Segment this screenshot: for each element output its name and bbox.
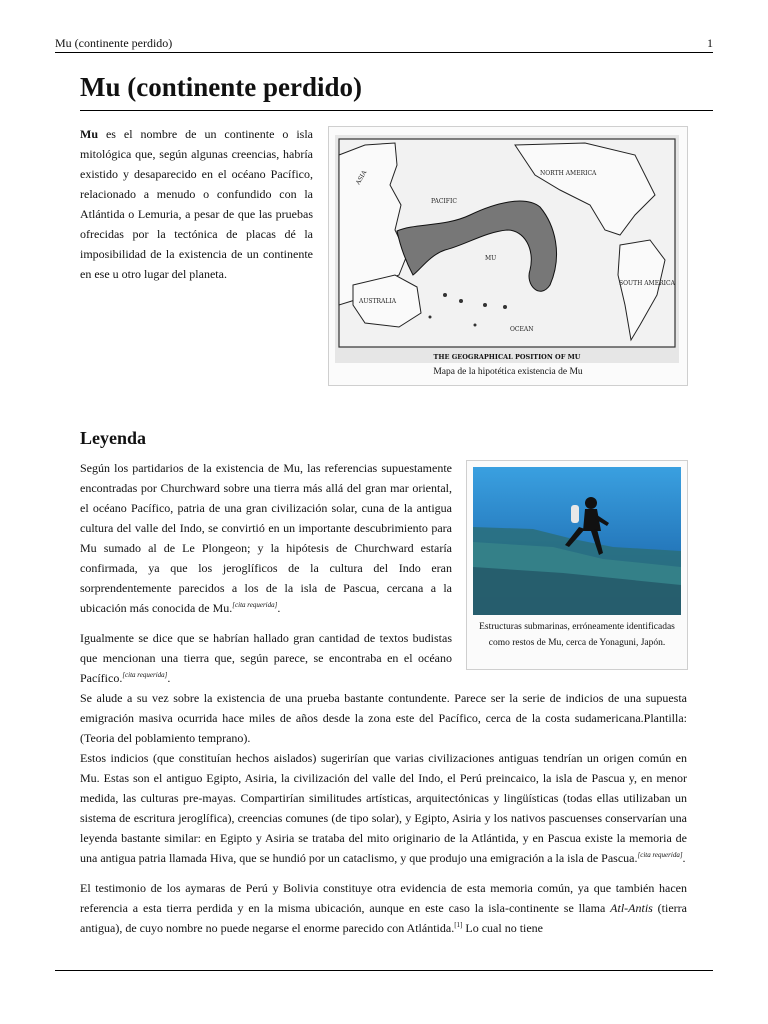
diver-figure bbox=[466, 460, 688, 670]
map-label-north-america: NORTH AMERICA bbox=[540, 170, 597, 177]
leyenda-paragraph-2 bbox=[80, 628, 452, 688]
leyenda-p1-end: . bbox=[277, 601, 281, 615]
leyenda-paragraph-5 bbox=[80, 878, 687, 938]
section-heading-leyenda: Leyenda bbox=[80, 428, 147, 448]
intro-bold-term: Mu bbox=[80, 127, 98, 141]
article-title: Mu (continente perdido) bbox=[80, 72, 362, 102]
intro-text: es el nombre de un continente o isla mitológica que, según algunas creencias, habría existido y desaparecido en el océano Pacífico, relacionado a menudo o confundido con la Atlántida o Lemuria, a pesar de que las pruebas ofrecidas por la tectónica de placas dé la imposibilidad de la existencia de un continente en ese u otro lugar del planeta. bbox=[80, 127, 313, 281]
map-label-pacific: PACIFIC bbox=[431, 198, 457, 205]
leyenda-p2-end: . bbox=[167, 671, 171, 685]
diver-caption: Estructuras submarinas, erróneamente identificadas como restos de Mu, cerca de Yonaguni, Japón. bbox=[479, 622, 675, 648]
leyenda-p2-text: Igualmente se dice que se habrían hallado gran cantidad de textos budistas que mencionan una tierra que, según parece, se encontraba en el océano Pacífico. bbox=[80, 631, 452, 685]
map-caption: Mapa de la hipotética existencia de Mu bbox=[433, 367, 583, 377]
leyenda-p5-text-a: El testimonio de los aymaras de Perú y Bolivia constituye otra evidencia de esta memoria común, ya que también hacen referencia a esta tierra perdida y en la misma ubicación, aunque en este caso la isla-continente se llama bbox=[80, 881, 687, 915]
map-label-mu: MU bbox=[485, 255, 497, 262]
citation-needed-link[interactable]: [cita requerida] bbox=[232, 601, 278, 609]
leyenda-paragraph-3: Se alude a su vez sobre la existencia de una prueba bastante contundente. Parece ser la serie de indicios de una supuesta emigración masiva ocurrida hace miles de años desde la zona este del Pacífico, cerca de la costa sudamericana.Plantilla:(Teoria del poblamiento temprano). bbox=[80, 691, 687, 745]
map-label-south-america: SOUTH AMERICA bbox=[619, 280, 675, 287]
intro-paragraph bbox=[80, 124, 313, 284]
footer-divider bbox=[55, 970, 713, 971]
running-header-title: Mu (continente perdido) bbox=[55, 36, 173, 50]
map-image[interactable] bbox=[335, 135, 679, 363]
running-header bbox=[55, 36, 713, 53]
map-figure bbox=[328, 126, 688, 386]
leyenda-paragraph-4 bbox=[80, 748, 687, 868]
citation-needed-link[interactable]: [cita requerida] bbox=[637, 851, 683, 859]
leyenda-p5-text-c: Lo cual no tiene bbox=[462, 921, 544, 935]
citation-needed-link[interactable]: [cita requerida] bbox=[122, 671, 168, 679]
map-label-ocean: OCEAN bbox=[510, 326, 534, 333]
page-number: 1 bbox=[707, 36, 713, 50]
leyenda-p4-text: Estos indicios (que constituían hechos aislados) sugerirían que varias civilizaciones antiguas tendrían un origen común en Mu. Estas son el antiguo Egipto, Asiria, la civilización del valle del Indo, el Perú preincaico, la isla de Pascua y, en menor medida, las culturas pre-mayas. Compartirían similitudes artísticas, arquitectónicas y lingüísticas (todas ellas utilizaban un sistema de escritura jeroglífica), creencias comunes (de tipo solar), y Egipto, Asiria y los nativos pascuenses conservarían una leyenda bastante similar: en Egipto y Asiria se trataba del mito originario de la Atlántida, y en Pascua existe la memoria de una antigua patria llamada Hiva, que se hundió por un cataclismo, y que produjo una emigración a la isla de Pascua. bbox=[80, 751, 687, 865]
map-label-asia: ASIA bbox=[354, 169, 369, 186]
leyenda-p5-text-b: (tierra antigua), de cuyo nombre no puede negarse el enorme parecido con Atlántida. bbox=[80, 901, 687, 935]
diver-image[interactable] bbox=[473, 467, 681, 615]
map-label-title: THE GEOGRAPHICAL POSITION OF MU bbox=[433, 353, 581, 361]
reference-link[interactable]: [1] bbox=[454, 921, 463, 929]
leyenda-p1-text: Según los partidarios de la existencia de Mu, las referencias supuestamente encontradas por Churchward sobre una tierra más allá del gran mar oriental, el océano Pacífico, patria de una gran civilización solar, cuna de la antigua cultura del valle del Indo, se convirtió en un importante descubrimiento para Mu sumado al de Le Plongeon; y la hipótesis de Churchward estaría confirmada, ya que los jeroglíficos de la cultura del Indo eran sorprendentemente parecidos a los de la isla de Pascua, cercana a la ubicación más conocida de Mu. bbox=[80, 461, 452, 615]
leyenda-p4-end: . bbox=[682, 851, 686, 865]
diver-illustration bbox=[473, 467, 681, 615]
title-divider bbox=[80, 110, 713, 111]
leyenda-paragraph-1 bbox=[80, 458, 452, 618]
map-illustration bbox=[335, 135, 679, 363]
leyenda-p5-italic: Atl-Antis bbox=[610, 901, 653, 915]
map-label-australia: AUSTRALIA bbox=[359, 298, 397, 305]
